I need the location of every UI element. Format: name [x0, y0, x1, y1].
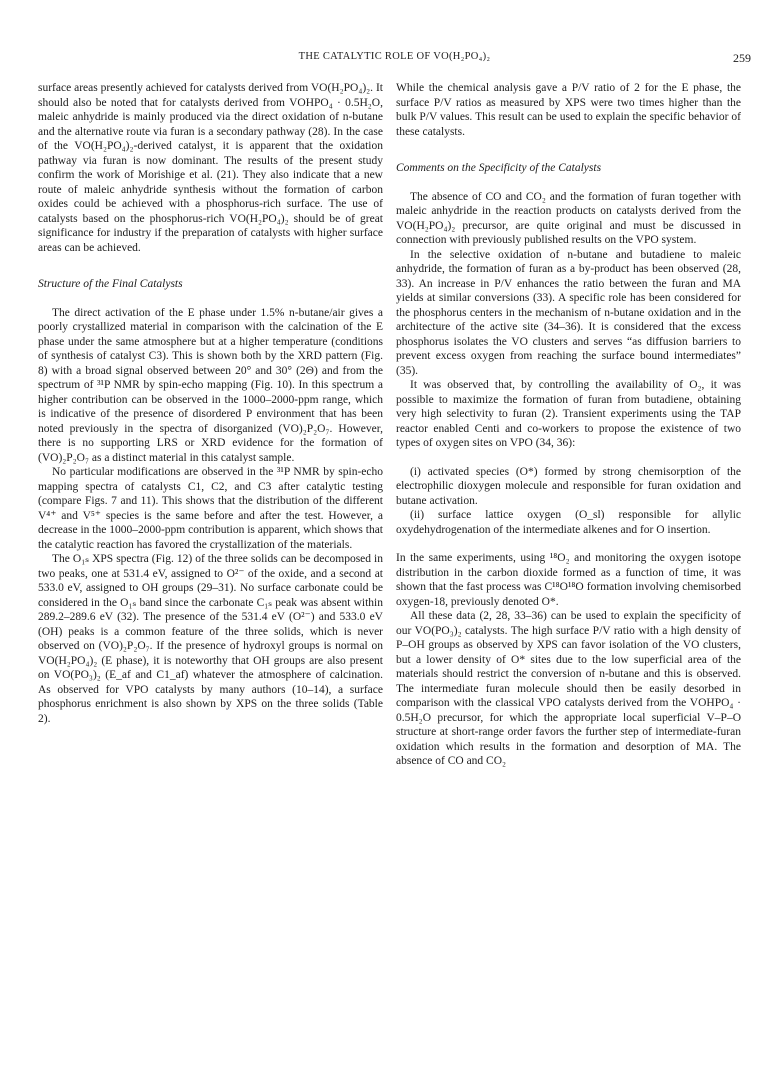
page-number: 259 [733, 51, 751, 65]
paragraph: All these data (2, 28, 33–36) can be used to explain the specificity of our VO(PO₃)₂ catalysts. The high surface P/V ratio with a high density of P–OH groups as observed by XPS can favor isolation of the VO clusters, but a lower density of O* sites due to the low superficial area of the materials should restrict the conversion of n-butane and this is observed. The intermediate furan molecule should then be easily desorbed in comparison with the classical VPO catalysts derived from the VOHPO₄ · 0.5H₂O precursor, for which the appropriate local superficial V–P–O structure at short-range order favors the further step of intermediate-furan oxidation which results in the formation and desorption of MA. The absence of CO and CO₂ [396, 610, 741, 767]
paragraph: It was observed that, by controlling the availability of O₂, it was possible to maximize the formation of furan from butadiene, obtaining very high selectivity to furan (2). Transient experiments using the TAP reactor enabled Centi and co-workers to propose the existence of two types of oxygen sites on VPO (34, 36): [396, 379, 741, 449]
paragraph: The absence of CO and CO₂ and the formation of furan together with maleic anhydride in the reaction products on catalysts derived from the VO(H₂PO₄)₂ precursor, are quite original and must be discussed in connection with previously published results on the VPO system. [396, 190, 741, 246]
paragraph: In the selective oxidation of n-butane and butadiene to maleic anhydride, the formation of furan as a by-product has been observed (28, 33). An increase in P/V enhances the ratio between the furan and MA yields at similar conversions (33). A specific role has been considered for the phosphorus centers in the mechanism of n-butane oxidation and in the architecture of the active site (34–36). It is considered that the excess phosphorus isolates the VO clusters and serves “as diffusion barriers to prevent excess oxygen from reaching the surface bound intermediates” (35). [396, 248, 741, 377]
list-item: (i) activated species (O*) formed by strong chemisorption of the electrophilic dioxygen molecule and responsible for furan oxidation and butane activation. [396, 465, 741, 507]
running-header [38, 51, 751, 69]
paragraph: In the same experiments, using ¹⁸O₂ and monitoring the oxygen isotope distribution in the carbon dioxide formed as a function of time, it was shown that the fast process was C¹⁸O¹⁸O formation involving chemisorbed oxygen-18, previously denoted O*. [396, 552, 741, 608]
header-title: THE CATALYTIC ROLE OF VO(H₂PO₄)₂ [298, 51, 491, 62]
right-column [396, 81, 741, 769]
paragraph: The O₁ₛ XPS spectra (Fig. 12) of the three solids can be decomposed in two peaks, one at 531.4 eV, assigned to O²⁻ of the oxide, and a second at 533.0 eV, assigned to OH groups (29–31). No surface carbonate could be considered in the O₁ₛ band since the carbonate C₁ₛ peak was absent within 289.2–289.6 eV (32). The presence of the 531.4 eV (O²⁻) and 533.0 eV (OH) peaks is a common feature of the three solids, which is never observed on (VO)₂P₂O₇. If the presence of hydroxyl groups is normal on VO(H₂PO₄)₂ (E phase), it is noteworthy that OH groups are also present on VO(PO₃)₂ (E_af and C1_af) whatever the atmosphere of calcination. As observed for VPO catalysts by many authors (10–14), a surface phosphorus enrichment is also shown by XPS on the three solids (Table 2). [38, 553, 383, 725]
left-column [38, 81, 383, 726]
section-heading: Structure of the Final Catalysts [38, 278, 183, 290]
list-item: (ii) surface lattice oxygen (O_sl) responsible for allylic oxydehydrogenation of the intermediate alkenes and for O insertion. [396, 509, 741, 536]
paragraph: The direct activation of the E phase under 1.5% n-butane/air gives a poorly crystallized material in comparison with the calcination of the E phase under the same atmosphere but at a higher temperature (conditions of synthesis of catalyst C3). This is shown both by the XRD pattern (Fig. 8) with a broad signal observed between 20° and 30° (2Θ) and from the spectrum of ³¹P NMR by spin-echo mapping (Fig. 10). In this spectrum a higher contribution can be observed in the 1000–2000-ppm range, which is indicative of the presence of disordered P environment that has been noted previously in the spectra of disorganized (VO)₂P₂O₇. However, there is no supporting LRS or XRD evidence for the formation of (VO)₂P₂O₇ as a distinct material in this catalyst sample. [38, 306, 383, 464]
section-heading: Comments on the Specificity of the Catalysts [396, 162, 602, 174]
paragraph: While the chemical analysis gave a P/V ratio of 2 for the E phase, the surface P/V ratios as measured by XPS were two times higher than the bulk P/V values. This result can be used to explain the specific behavior of these catalysts. [396, 82, 741, 138]
paragraph: surface areas presently achieved for catalysts derived from VO(H₂PO₄)₂. It should also be noted that for catalysts derived from VOHPO₄ · 0.5H₂O, maleic anhydride is mainly produced via the direct oxidation of n-butane and the alternative route via furan is a secondary pathway (28). In the case of the VO(H₂PO₄)₂-derived catalyst, it is apparent that the oxidation pathway via furan is now dominant. The results of the present study confirm the work of Morishige et al. (21). They also indicate that a new route of maleic anhydride synthesis without the formation of carbon oxides could be achieved with a phosphorus-rich surface. The use of catalysts based on the phosphorus-rich VO(H₂PO₄)₂ should be of great significance for industry if the preparation of catalysts with higher surface areas can be achieved. [38, 82, 383, 254]
paragraph: No particular modifications are observed in the ³¹P NMR by spin-echo mapping spectra of catalysts C1, C2, and C3 after catalytic testing (compare Figs. 7 and 11). This shows that the distribution of the different V⁴⁺ and V⁵⁺ species is the same before and after the test. However, a decrease in the 1000–2000-ppm contribution is apparent, which shows that the catalytic reaction has favored the crystallization of the materials. [38, 466, 383, 551]
